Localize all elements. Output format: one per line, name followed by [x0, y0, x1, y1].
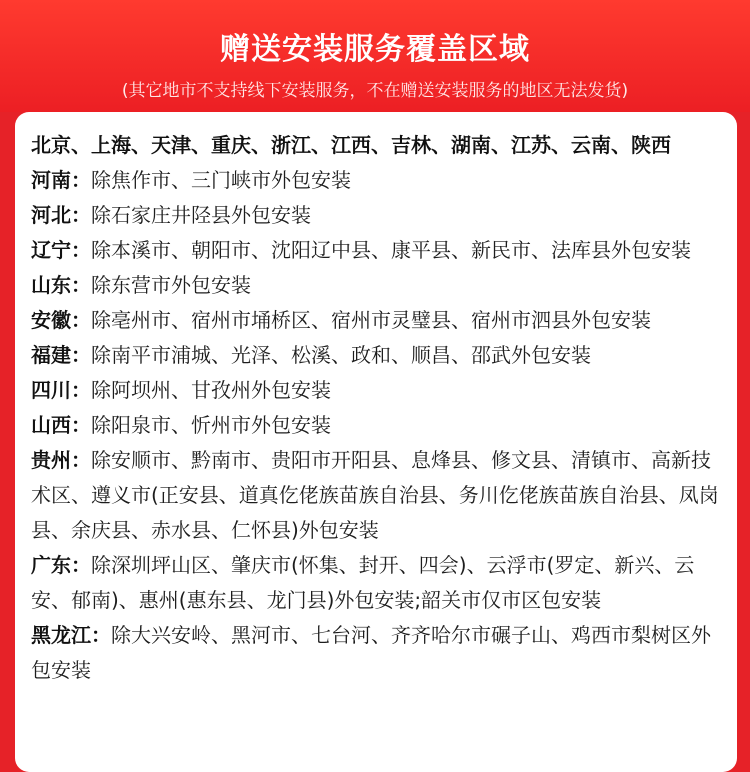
- province-label: 山西：: [31, 413, 91, 437]
- province-label: 广东：: [31, 553, 91, 577]
- page-title: 赠送安装服务覆盖区域: [220, 32, 530, 67]
- province-detail: 除本溪市、朝阳市、沈阳辽中县、康平县、新民市、法库县外包安装: [91, 238, 691, 262]
- province-detail: 除亳州市、宿州市埇桥区、宿州市灵璧县、宿州市泗县外包安装: [91, 308, 651, 332]
- region-row-sichuan: [31, 373, 725, 408]
- region-row-anhui: [31, 303, 725, 338]
- province-detail: 除深圳坪山区、肇庆市(怀集、封开、四会)、云浮市(罗定、新兴、云安、郁南)、惠州(惠东县、龙门县)外包安装;韶关市仅市区包安装: [31, 553, 695, 612]
- province-label: 河南：: [31, 168, 91, 192]
- province-label: 黑龙江：: [31, 623, 111, 647]
- province-label: 安徽：: [31, 308, 91, 332]
- province-detail: 除南平市浦城、光泽、松溪、政和、顺昌、邵武外包安装: [91, 343, 591, 367]
- province-label: 辽宁：: [31, 238, 91, 262]
- region-row-guangdong: [31, 548, 725, 618]
- region-row-henan: [31, 163, 725, 198]
- region-row-shandong: [31, 268, 725, 303]
- region-row-liaoning: [31, 233, 725, 268]
- province-detail: 除焦作市、三门峡市外包安装: [91, 168, 351, 192]
- full-coverage-provinces: 北京、上海、天津、重庆、浙江、江西、吉林、湖南、江苏、云南、陕西: [31, 133, 671, 157]
- province-detail: 除大兴安岭、黑河市、七台河、齐齐哈尔市碾子山、鸡西市梨树区外包安装: [31, 623, 711, 682]
- province-detail: 除阳泉市、忻州市外包安装: [91, 413, 331, 437]
- region-row-shanxi: [31, 408, 725, 443]
- province-label: 贵州：: [31, 448, 91, 472]
- province-label: 福建：: [31, 343, 91, 367]
- coverage-card: [15, 112, 737, 772]
- province-detail: 除阿坝州、甘孜州外包安装: [91, 378, 331, 402]
- province-detail: 除东营市外包安装: [91, 273, 251, 297]
- province-label: 四川：: [31, 378, 91, 402]
- province-detail: 除安顺市、黔南市、贵阳市开阳县、息烽县、修文县、清镇市、高新技术区、遵义市(正安县、道真仡佬族苗族自治县、务川仡佬族苗族自治县、凤岗县、余庆县、赤水县、仁怀县)外包安装: [31, 448, 719, 542]
- region-row-fujian: [31, 338, 725, 373]
- page-subtitle: (其它地市不支持线下安装服务，不在赠送安装服务的地区无法发货): [121, 81, 629, 101]
- region-row-heilongjiang: [31, 618, 725, 688]
- region-row-hebei: [31, 198, 725, 233]
- region-row-guizhou: [31, 443, 725, 548]
- province-label: 河北：: [31, 203, 91, 227]
- province-label: 山东：: [31, 273, 91, 297]
- province-detail: 除石家庄井陉县外包安装: [91, 203, 311, 227]
